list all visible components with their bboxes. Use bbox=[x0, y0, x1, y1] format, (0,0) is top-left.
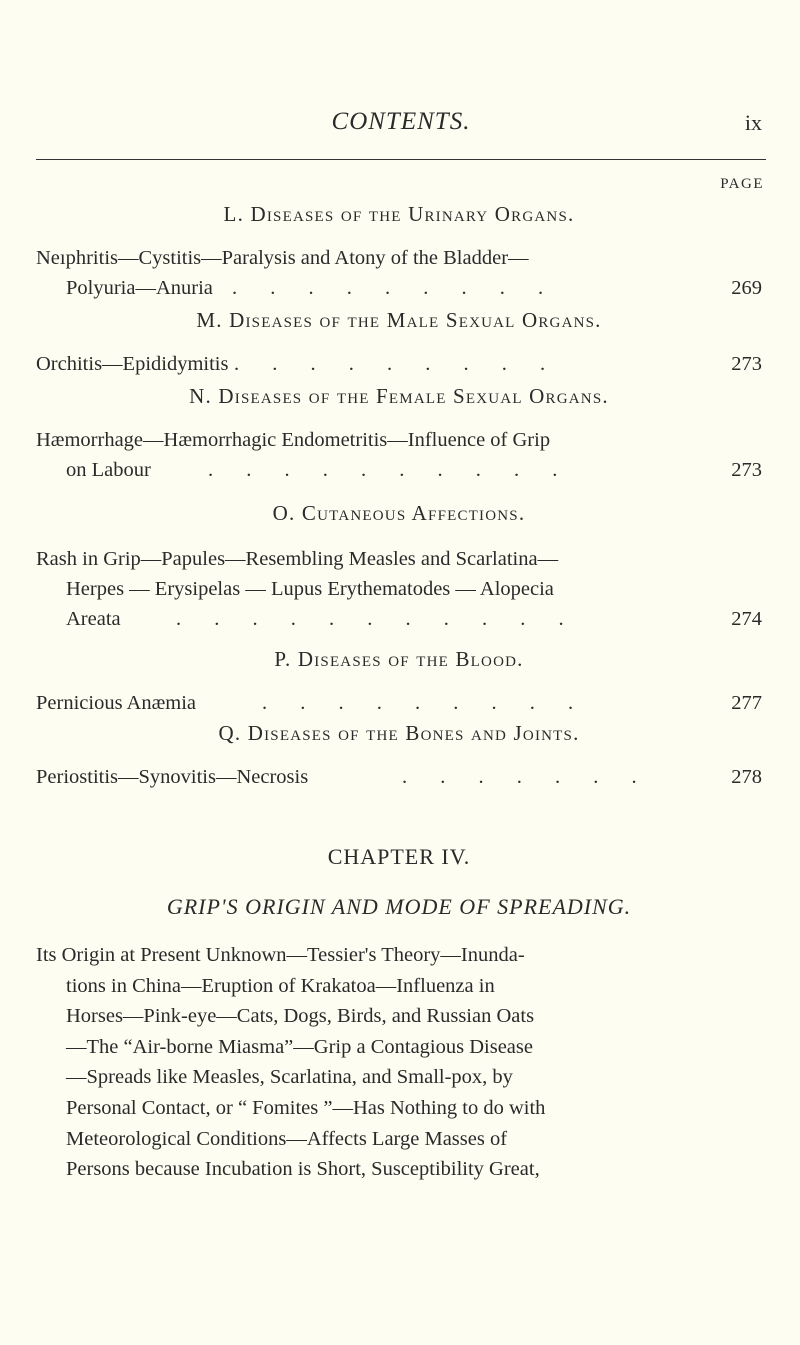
entry-last-line bbox=[36, 762, 762, 792]
section-heading: M. Diseases of the Male Sexual Organs. bbox=[196, 308, 602, 332]
page-column-label: PAGE bbox=[720, 176, 764, 192]
toc-entry bbox=[36, 762, 762, 792]
dot-leader: . . . . . . . . . bbox=[232, 277, 558, 299]
running-title: CONTENTS. bbox=[331, 108, 471, 135]
entry-page-number: 274 bbox=[731, 608, 762, 630]
toc-entry bbox=[36, 425, 762, 485]
entry-text: Polyuria—Anuria bbox=[66, 277, 213, 299]
entry-last-line bbox=[36, 455, 762, 485]
entry-last-line bbox=[36, 604, 762, 634]
section-heading: N. Diseases of the Female Sexual Organs. bbox=[189, 384, 609, 408]
entry-page-number: 273 bbox=[731, 459, 762, 481]
entry-text: Periostitis—Synovitis—Necrosis bbox=[36, 766, 309, 788]
entry-text: Areata bbox=[66, 608, 121, 630]
summary-line: Personal Contact, or “ Fomites ”—Has Nothing to do with bbox=[66, 1096, 546, 1119]
running-head bbox=[36, 108, 766, 138]
summary-line: tions in China—Eruption of Krakatoa—Influenza in bbox=[66, 974, 495, 997]
entry-line: Rash in Grip—Papules—Resembling Measles and Scarlatina— bbox=[36, 548, 559, 570]
toc-entry bbox=[36, 544, 762, 634]
dot-leader: . . . . . . . . . . bbox=[208, 459, 572, 481]
section-o bbox=[36, 498, 762, 634]
entry-last-line bbox=[36, 349, 762, 379]
toc-entry bbox=[36, 349, 762, 379]
entry-last-line bbox=[36, 273, 762, 303]
section-m bbox=[36, 305, 762, 379]
entry-text: on Labour bbox=[66, 459, 151, 481]
summary-line: Meteorological Conditions—Affects Large Masses of bbox=[66, 1127, 508, 1150]
section-p bbox=[36, 644, 762, 718]
section-heading: Q. Diseases of the Bones and Joints. bbox=[218, 721, 580, 745]
entry-page-number: 269 bbox=[731, 277, 762, 299]
chapter-number: CHAPTER IV. bbox=[327, 844, 471, 869]
chapter-summary bbox=[36, 940, 740, 1185]
section-heading: P. Diseases of the Blood. bbox=[274, 647, 524, 671]
entry-page-number: 278 bbox=[731, 766, 762, 788]
section-l bbox=[36, 199, 762, 303]
entry-page-number: 273 bbox=[731, 353, 762, 375]
dot-leader: . . . . . . . . . bbox=[262, 692, 588, 714]
summary-line: Persons because Incubation is Short, Susceptibility Great, bbox=[66, 1158, 540, 1181]
summary-line: Horses—Pink-eye—Cats, Dogs, Birds, and Russian Oats bbox=[66, 1005, 535, 1028]
entry-text: Pernicious Anæmia bbox=[36, 692, 197, 714]
section-n bbox=[36, 381, 762, 485]
summary-line: Its Origin at Present Unknown—Tessier's Theory—Inunda- bbox=[36, 944, 525, 966]
section-heading: L. Diseases of the Urinary Organs. bbox=[223, 202, 575, 226]
page-number: ix bbox=[744, 110, 762, 135]
section-heading: O. Cutaneous Affections. bbox=[272, 501, 526, 525]
dot-leader: . . . . . . . . . bbox=[234, 353, 560, 375]
entry-last-line bbox=[36, 688, 762, 718]
section-q bbox=[36, 718, 762, 792]
entry-text: Orchitis—Epididymitis bbox=[36, 353, 229, 375]
dot-leader: . . . . . . . . . . . bbox=[176, 608, 578, 630]
chapter-title: GRIP'S ORIGIN AND MODE OF SPREADING. bbox=[166, 894, 632, 919]
entry-page-number: 277 bbox=[731, 692, 762, 714]
toc-entry bbox=[36, 243, 762, 303]
entry-line: Herpes — Erysipelas — Lupus Erythematodes — Alopecia bbox=[66, 578, 554, 600]
summary-line: —Spreads like Measles, Scarlatina, and Small-pox, by bbox=[66, 1066, 513, 1089]
entry-line: Hæmorrhage—Hæmorrhagic Endometritis—Influence of Grip bbox=[36, 429, 551, 451]
toc-entry bbox=[36, 688, 762, 718]
entry-line: Neıphritis—Cystitis—Paralysis and Atony of the Bladder— bbox=[36, 247, 529, 269]
dot-leader: . . . . . . . bbox=[402, 766, 651, 788]
header-rule bbox=[36, 159, 766, 160]
summary-line: —The “Air-borne Miasma”—Grip a Contagious Disease bbox=[66, 1035, 533, 1058]
